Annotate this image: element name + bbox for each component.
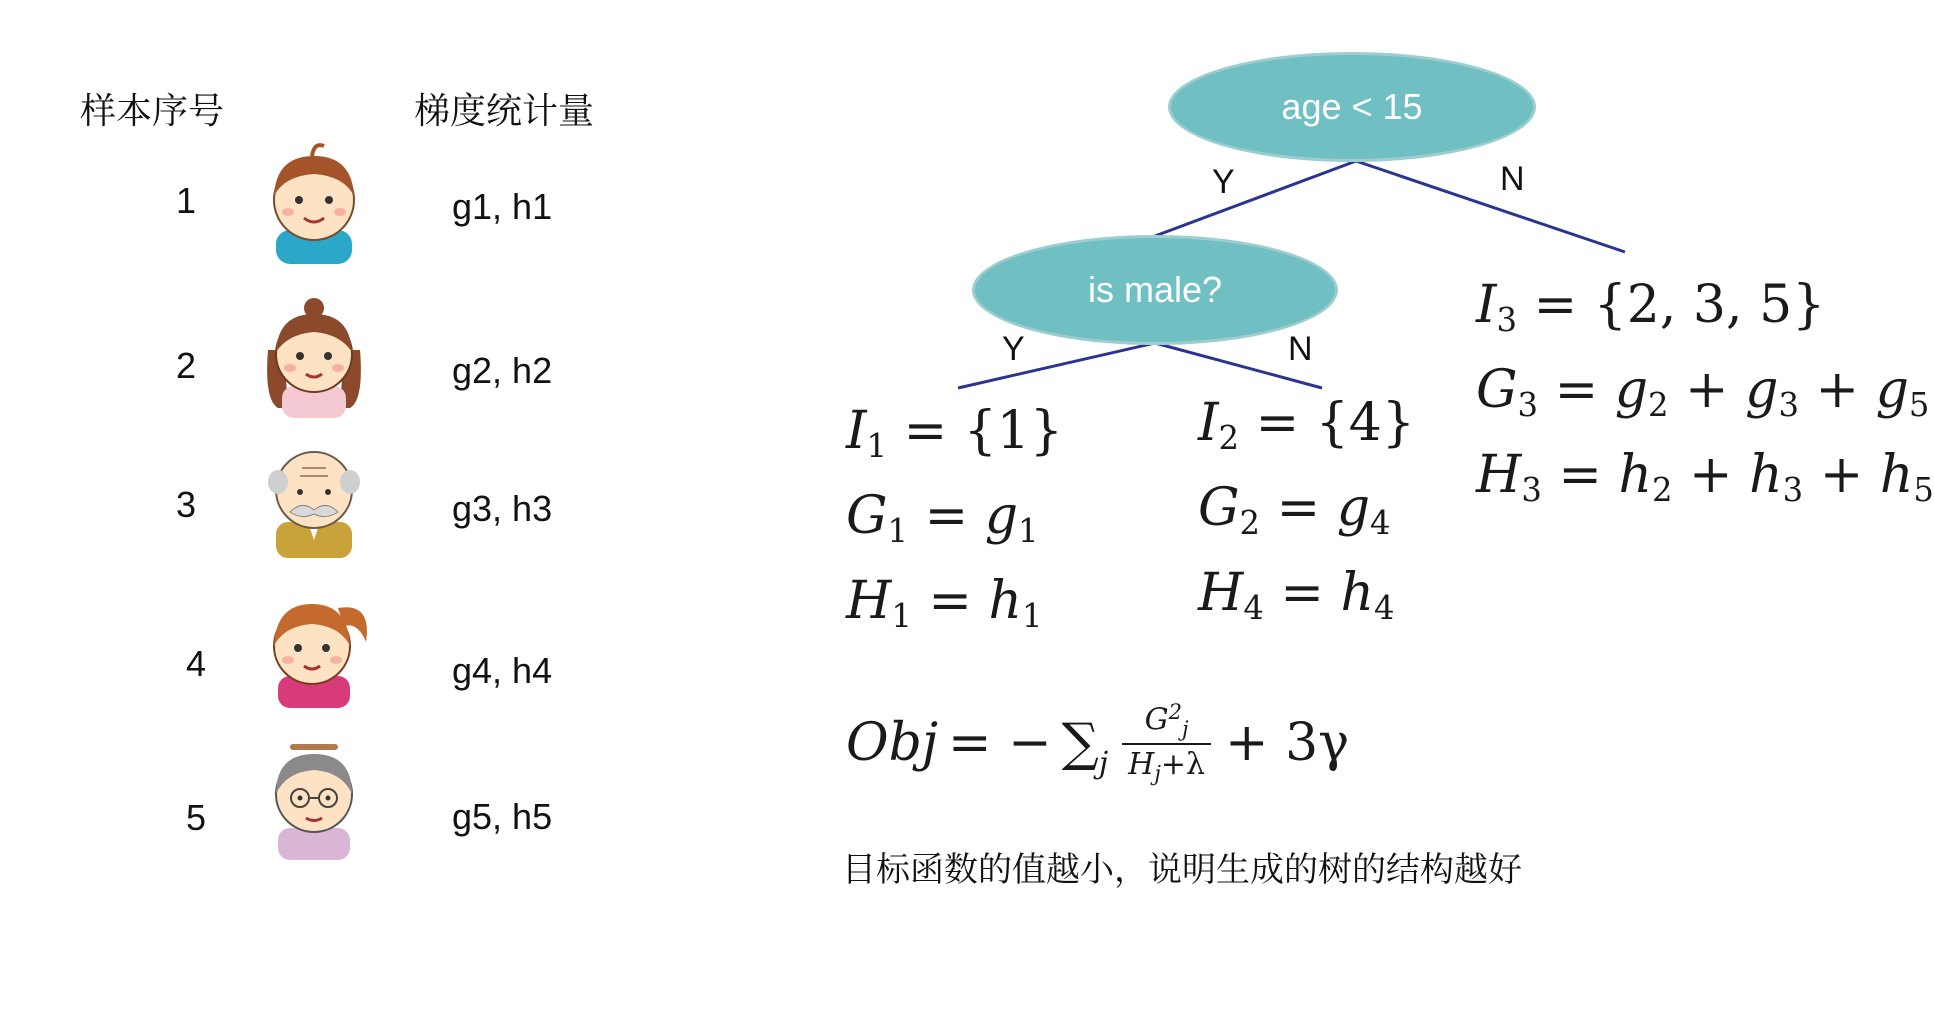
edge-child-yes <box>958 343 1155 388</box>
header-gradient-stats: 梯度统计量 <box>414 91 595 132</box>
row-2-index: 2 <box>175 345 197 386</box>
row-5-gradient: g5, h5 <box>452 796 553 837</box>
fraction-denominator: $H_j+\lambda$ <box>1122 743 1211 785</box>
leaf-1-I: $I_1 = \{1\}$ <box>846 401 1063 466</box>
leaf-2-H: $H_4 = h_4$ <box>1198 563 1395 628</box>
root-no-label: N <box>1500 160 1525 198</box>
objective-formula <box>846 700 1349 785</box>
root-yes-label: Y <box>1212 163 1235 201</box>
row-5-index: 5 <box>185 797 207 838</box>
row-1-index: 1 <box>175 180 197 221</box>
leaf-1-formulas <box>846 396 1063 651</box>
child-yes-label: Y <box>1002 330 1025 368</box>
objective-eq: = − <box>948 712 1052 773</box>
objective-lhs: Obj <box>846 712 939 773</box>
leaf-2-G: $G_2 = g_4$ <box>1198 478 1391 543</box>
leaf-1-H: $H_1 = h_1$ <box>846 571 1043 636</box>
row-1-gradient: g1, h1 <box>452 186 553 227</box>
fraction-numerator: $G^2_j$ <box>1144 700 1189 741</box>
edge-root-yes <box>1155 161 1356 236</box>
row-2-gradient: g2, h2 <box>452 350 553 391</box>
root-node-age: age < 15 <box>1168 52 1536 162</box>
leaf-3-I: $I_3 = \{2$, 3, 5} <box>1476 275 1826 340</box>
row-4-gradient: g4, h4 <box>452 650 553 691</box>
child-no-label: N <box>1288 330 1313 368</box>
leaf-3-H: $H_3 = h_2 + h_3 + h_5$ <box>1476 445 1934 510</box>
leaf-2-I: $I_2 = \{4\}$ <box>1198 393 1415 458</box>
row-3-index: 3 <box>175 484 197 525</box>
sum-symbol: ∑ <box>1061 712 1099 773</box>
child-node-is-male: is male? <box>972 235 1338 345</box>
header-sample-index: 样本序号 <box>80 91 225 132</box>
edge-root-no <box>1356 161 1625 252</box>
row-4-index: 4 <box>185 643 207 684</box>
leaf-1-G: $G_1 = g_1$ <box>846 486 1039 551</box>
row-3-gradient: g3, h3 <box>452 488 553 529</box>
caption-text: 目标函数的值越小，说明生成的树的结构越好 <box>842 850 1522 890</box>
objective-fraction <box>1122 700 1211 785</box>
leaf-3-G: $G_3 = g_2 + g_3 + g_5$ <box>1476 360 1930 425</box>
leaf-2-formulas <box>1198 388 1415 643</box>
leaf-3-formulas <box>1476 270 1934 525</box>
objective-tail: + 3γ <box>1225 712 1350 773</box>
sum-subscript: j <box>1098 746 1109 782</box>
